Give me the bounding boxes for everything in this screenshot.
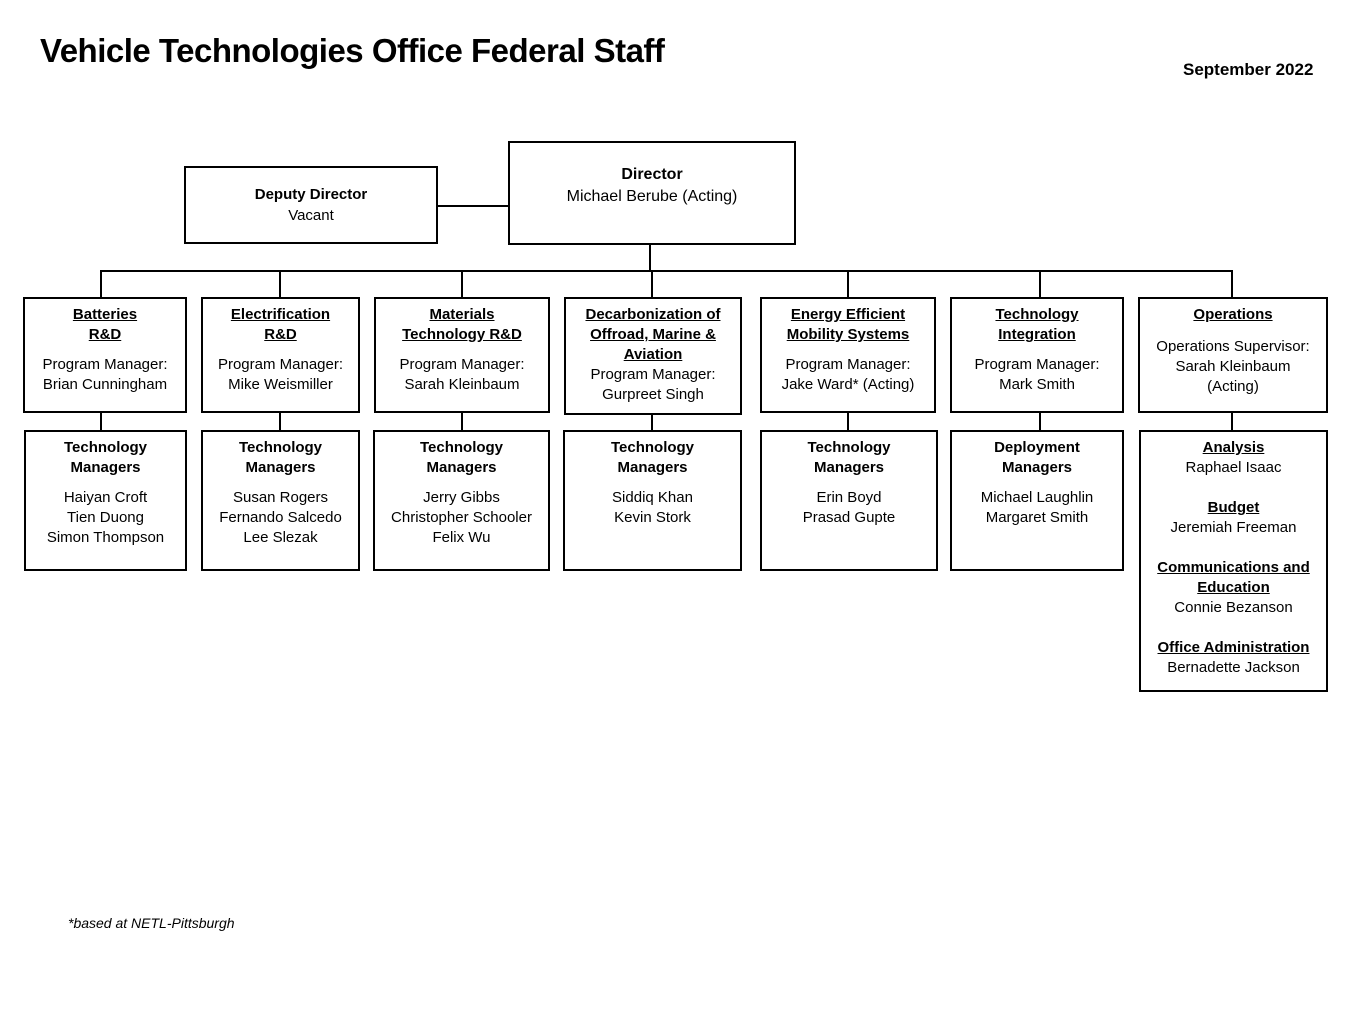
team-member: Simon Thompson xyxy=(46,529,165,546)
division-title: Decarbonization of xyxy=(585,306,721,323)
team-member: Haiyan Croft xyxy=(63,489,148,506)
team-member: Jerry Gibbs xyxy=(423,489,500,506)
date-label: September 2022 xyxy=(1183,60,1314,79)
division-manager: Jake Ward* (Acting) xyxy=(781,376,915,393)
unit-name: Bernadette Jackson xyxy=(1167,659,1300,676)
team-member: Kevin Stork xyxy=(614,509,691,526)
division-role: Program Manager: xyxy=(974,356,1100,373)
team-member: Lee Slezak xyxy=(243,529,318,546)
division-bus xyxy=(100,270,1233,272)
division-electrification xyxy=(201,297,360,413)
director-box xyxy=(508,141,796,245)
unit-name: Raphael Isaac xyxy=(1185,459,1282,476)
division-manager: Brian Cunningham xyxy=(42,376,168,393)
team-batteries xyxy=(24,430,187,571)
team-member: Prasad Gupte xyxy=(802,509,896,526)
division-title: Energy Efficient xyxy=(790,306,906,323)
division-role: Program Manager: xyxy=(785,356,911,373)
team-member: Siddiq Khan xyxy=(612,489,693,506)
division-title: Batteries xyxy=(72,306,138,323)
division-title: Aviation xyxy=(623,346,683,363)
team-energy-efficient xyxy=(760,430,938,571)
link-3 xyxy=(651,413,653,431)
team-title: Managers xyxy=(617,459,688,476)
link-4 xyxy=(847,411,849,431)
team-title: Technology xyxy=(419,439,504,456)
team-title: Managers xyxy=(426,459,497,476)
division-role: Program Manager: xyxy=(399,356,525,373)
link-2 xyxy=(461,411,463,431)
deputy-title: Deputy Director xyxy=(254,186,368,203)
team-title: Deployment xyxy=(994,439,1080,456)
page-title: Vehicle Technologies Office Federal Staff xyxy=(40,32,665,69)
division-title: Integration xyxy=(998,326,1076,343)
unit-heading: Analysis xyxy=(1202,439,1265,456)
division-title: Electrification xyxy=(230,306,331,323)
division-title: Offroad, Marine & xyxy=(590,326,716,343)
team-materials xyxy=(373,430,550,571)
director-title: Director xyxy=(621,166,683,183)
unit-name: Jeremiah Freeman xyxy=(1170,519,1297,536)
team-title: Managers xyxy=(245,459,316,476)
division-role: Program Manager: xyxy=(42,356,168,373)
drop-1 xyxy=(279,270,281,298)
division-role: Program Manager: xyxy=(217,356,344,373)
team-operations xyxy=(1139,430,1328,692)
team-title: Technology xyxy=(610,439,695,456)
division-energy-efficient xyxy=(760,297,936,413)
team-title: Technology xyxy=(807,439,891,456)
team-member: Michael Laughlin xyxy=(980,489,1094,506)
division-manager: Mike Weismiller xyxy=(228,376,333,393)
deputy-connector xyxy=(437,205,509,207)
division-technology-integration xyxy=(950,297,1124,413)
division-role: Program Manager: xyxy=(590,366,716,383)
team-title: Managers xyxy=(70,459,141,476)
division-title: R&D xyxy=(264,326,297,343)
footnote: *based at NETL-Pittsburgh xyxy=(68,915,235,931)
team-member: Christopher Schooler xyxy=(391,509,532,526)
division-manager: Sarah Kleinbaum xyxy=(404,376,520,393)
division-batteries xyxy=(23,297,187,413)
division-materials xyxy=(374,297,550,413)
team-title: Technology xyxy=(63,439,148,456)
team-member: Susan Rogers xyxy=(232,489,329,506)
division-title: Technology xyxy=(995,306,1079,323)
link-6 xyxy=(1231,411,1233,431)
drop-6 xyxy=(1231,270,1233,298)
division-operations xyxy=(1138,297,1328,413)
drop-0 xyxy=(100,270,102,298)
drop-4 xyxy=(847,270,849,298)
team-decarbonization xyxy=(563,430,742,571)
division-title: Technology R&D xyxy=(402,326,522,343)
unit-heading: Office Administration xyxy=(1157,639,1310,656)
unit-heading: Budget xyxy=(1207,499,1260,516)
link-1 xyxy=(279,411,281,431)
team-technology-integration xyxy=(950,430,1124,571)
unit-heading: Communications and xyxy=(1157,559,1310,576)
division-manager: (Acting) xyxy=(1207,378,1259,395)
director-trunk xyxy=(649,244,651,272)
division-title: Operations xyxy=(1193,306,1273,323)
team-title: Managers xyxy=(813,459,885,476)
division-manager: Mark Smith xyxy=(999,376,1075,393)
team-member: Felix Wu xyxy=(432,529,491,546)
drop-2 xyxy=(461,270,463,298)
team-title: Technology xyxy=(238,439,323,456)
team-member: Tien Duong xyxy=(67,509,144,526)
drop-3 xyxy=(651,270,653,298)
director-name: Michael Berube (Acting) xyxy=(566,188,738,205)
division-manager: Sarah Kleinbaum xyxy=(1175,358,1291,375)
division-title: Mobility Systems xyxy=(786,326,910,343)
team-title: Managers xyxy=(1001,459,1073,476)
link-5 xyxy=(1039,411,1041,431)
unit-heading: Education xyxy=(1197,579,1270,596)
team-member: Fernando Salcedo xyxy=(219,509,342,526)
unit-name: Connie Bezanson xyxy=(1174,599,1293,616)
deputy-box xyxy=(184,166,438,244)
team-member: Margaret Smith xyxy=(985,509,1089,526)
team-member: Erin Boyd xyxy=(816,489,882,506)
division-decarbonization xyxy=(564,297,742,415)
division-title: Materials xyxy=(429,306,495,323)
team-electrification xyxy=(201,430,360,571)
division-role: Operations Supervisor: xyxy=(1156,338,1310,355)
division-manager: Gurpreet Singh xyxy=(602,386,704,403)
deputy-name: Vacant xyxy=(288,207,334,224)
drop-5 xyxy=(1039,270,1041,298)
link-0 xyxy=(100,411,102,431)
division-title: R&D xyxy=(88,326,122,343)
